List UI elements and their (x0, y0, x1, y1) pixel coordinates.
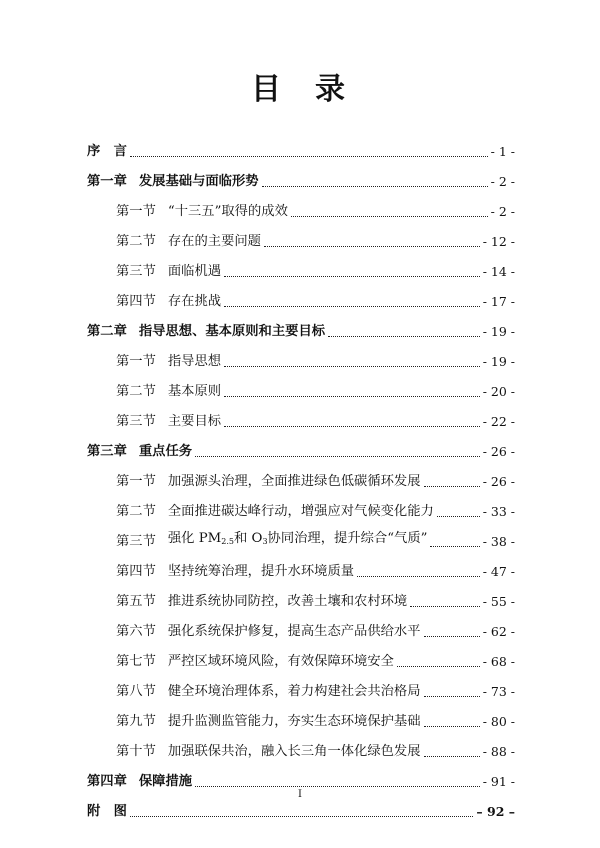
entry-title: 主要目标 (167, 414, 222, 429)
toc-entry[interactable] (87, 521, 515, 551)
entry-page: - 22 - (482, 414, 515, 429)
entry-number: 序 言 (87, 144, 127, 159)
entry-title: 推进系统协同防控，改善土壤和农村环境 (167, 594, 408, 609)
entry-number: 第八节 (116, 684, 156, 699)
entry-page: - 2 - (490, 174, 515, 189)
toc-entry[interactable] (87, 191, 515, 221)
entry-number: 第二节 (116, 384, 156, 399)
entry-page: - 19 - (482, 324, 515, 339)
entry-page: - 73 - (482, 684, 515, 699)
toc-entry[interactable] (87, 641, 515, 671)
entry-page: - 20 - (482, 384, 515, 399)
entry-title (168, 530, 428, 551)
toc-entry[interactable] (87, 461, 515, 491)
dot-leader (424, 635, 480, 637)
entry-page: - 1 - (490, 144, 515, 159)
entry-number: 第九节 (116, 714, 156, 729)
entry-title: 坚持统筹治理，提升水环境质量 (167, 564, 355, 579)
dot-leader (424, 695, 480, 697)
entry-page: - 33 - (482, 504, 515, 519)
toc-entry[interactable] (87, 251, 515, 281)
entry-number: 第四章 (87, 774, 127, 789)
entry-page: – 92 – (476, 804, 515, 819)
dot-leader (397, 665, 480, 667)
dot-leader (130, 155, 488, 157)
entry-page: - 91 - (482, 774, 515, 789)
dot-leader (357, 575, 480, 577)
entry-number: 第七节 (116, 654, 156, 669)
entry-page: - 68 - (482, 654, 515, 669)
footer-page-number: I (298, 789, 302, 800)
toc-entry[interactable] (87, 551, 515, 581)
dot-leader (224, 365, 480, 367)
toc-entry[interactable] (87, 311, 515, 341)
dot-leader (224, 305, 480, 307)
entry-title: 指导思想 (167, 354, 222, 369)
toc-entry[interactable] (87, 761, 515, 791)
title-part: 强化 PM (167, 531, 222, 546)
entry-page: - 88 - (482, 744, 515, 759)
dot-leader (264, 245, 480, 247)
entry-title: 提升监测监管能力，夯实生态环境保护基础 (167, 714, 421, 729)
toc-entry[interactable] (87, 161, 515, 191)
entry-page: - 80 - (482, 714, 515, 729)
dot-leader (328, 335, 480, 337)
dot-leader (224, 425, 480, 427)
dot-leader (262, 185, 488, 187)
page-title-char-2: 录 (315, 72, 349, 107)
entry-number: 第二章 (87, 324, 127, 339)
toc-entry[interactable] (87, 401, 515, 431)
entry-title: 面临机遇 (167, 264, 222, 279)
entry-number: 附 图 (87, 804, 127, 819)
dot-leader (424, 755, 480, 757)
toc-entry[interactable] (87, 371, 515, 401)
toc-entry[interactable] (87, 611, 515, 641)
entry-title: 加强联保共治，融入长三角一体化绿色发展 (167, 744, 421, 759)
entry-number: 第十节 (116, 744, 156, 759)
toc-entry[interactable] (87, 491, 515, 521)
entry-number: 第一节 (116, 354, 156, 369)
dot-leader (424, 485, 480, 487)
entry-page: - 62 - (482, 624, 515, 639)
entry-page: - 14 - (482, 264, 515, 279)
dot-leader (130, 815, 474, 817)
dot-leader (430, 545, 479, 547)
entry-number: 第三章 (87, 444, 127, 459)
entry-page: - 55 - (482, 594, 515, 609)
entry-page: - 26 - (482, 474, 515, 489)
entry-title: 全面推进碳达峰行动，增强应对气候变化能力 (167, 504, 434, 519)
entry-page: - 26 - (482, 444, 515, 459)
entry-number: 第二节 (116, 234, 156, 249)
entry-number: 第一章 (87, 174, 127, 189)
toc-entry[interactable] (87, 341, 515, 371)
entry-page: - 47 - (482, 564, 515, 579)
dot-leader (424, 725, 480, 727)
entry-page: - 19 - (482, 354, 515, 369)
entry-number: 第四节 (116, 294, 156, 309)
page-title (0, 64, 600, 108)
toc-entry[interactable] (87, 221, 515, 251)
entry-page: - 38 - (482, 534, 515, 549)
entry-title: 发展基础与面临形势 (138, 174, 259, 189)
dot-leader (195, 455, 480, 457)
subscript-2-5: 2.5 (221, 537, 235, 546)
entry-title: 严控区域环境风险，有效保障环境安全 (167, 654, 394, 669)
entry-title: 强化系统保护修复，提高生态产品供给水平 (167, 624, 421, 639)
entry-title: 指导思想、基本原则和主要目标 (138, 324, 326, 339)
entry-number: 第一节 (116, 474, 156, 489)
toc-entry[interactable] (87, 701, 515, 731)
title-part: 和 O (234, 531, 263, 546)
toc-entry[interactable] (87, 581, 515, 611)
entry-title: 存在的主要问题 (167, 234, 261, 249)
entry-page: - 12 - (482, 234, 515, 249)
entry-number: 第三节 (116, 414, 156, 429)
entry-number: 第三节 (116, 534, 156, 549)
table-of-contents (87, 131, 515, 821)
entry-number: 第三节 (116, 264, 156, 279)
toc-entry[interactable] (87, 281, 515, 311)
entry-title: 重点任务 (138, 444, 193, 459)
entry-number: 第一节 (116, 204, 156, 219)
title-part: 协同治理，提升综合“气质” (267, 531, 428, 546)
toc-entry[interactable] (87, 671, 515, 701)
entry-number: 第二节 (116, 504, 156, 519)
entry-number: 第四节 (116, 564, 156, 579)
entry-title: 健全环境治理体系，着力构建社会共治格局 (167, 684, 421, 699)
dot-leader (224, 275, 480, 277)
dot-leader (437, 515, 480, 517)
subscript-3: 3 (262, 537, 268, 546)
toc-entry[interactable] (87, 731, 515, 761)
dot-leader (410, 605, 479, 607)
entry-number: 第五节 (116, 594, 156, 609)
entry-title: 加强源头治理，全面推进绿色低碳循环发展 (167, 474, 421, 489)
entry-title: 保障措施 (138, 774, 193, 789)
entry-page: - 2 - (490, 204, 515, 219)
dot-leader (224, 395, 480, 397)
entry-number: 第六节 (116, 624, 156, 639)
entry-title: 存在挑战 (167, 294, 222, 309)
entry-page: - 17 - (482, 294, 515, 309)
entry-title: “十三五”取得的成效 (167, 204, 288, 219)
entry-title: 基本原则 (167, 384, 222, 399)
dot-leader (195, 785, 480, 787)
toc-entry[interactable] (87, 131, 515, 161)
dot-leader (291, 215, 488, 217)
toc-entry[interactable] (87, 431, 515, 461)
page-title-char-1: 目 (251, 72, 285, 107)
